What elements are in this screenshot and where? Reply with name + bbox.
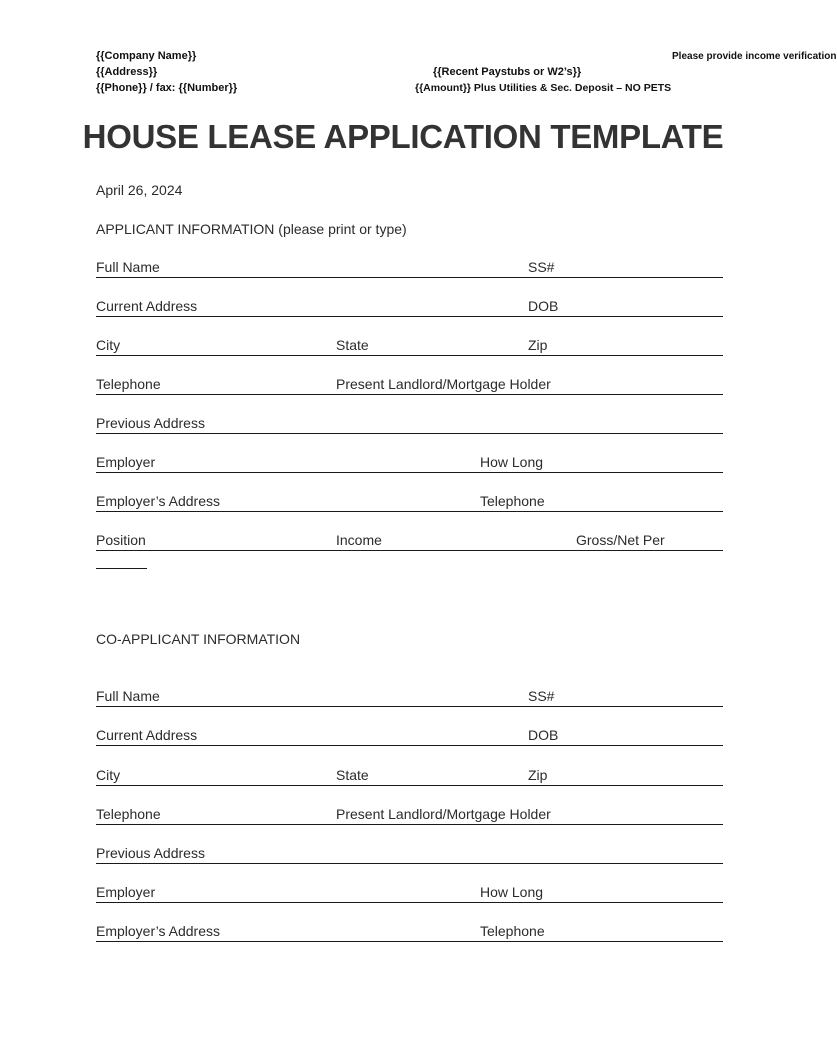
co-state-label: State [336,767,369,783]
co-ss-label: SS# [528,688,555,704]
state-label: State [336,337,369,353]
gross-net-continuation-line[interactable] [96,568,147,569]
co-city-label: City [96,767,121,783]
current-address-label: Current Address [96,298,198,314]
applicant-row-employer[interactable] [96,454,723,473]
applicant-row-address[interactable] [96,298,723,317]
coapplicant-row-telephone[interactable] [96,806,723,825]
income-verification-note: Please provide income verification [672,51,837,62]
position-label: Position [96,532,146,548]
applicant-row-name[interactable] [96,259,723,278]
city-label: City [96,337,121,353]
employer-label: Employer [96,454,156,470]
paystubs-note: {{Recent Paystubs or W2’s}} [433,66,582,78]
coapplicant-row-address[interactable] [96,727,723,746]
employer-telephone-label: Telephone [480,493,545,509]
co-employer-telephone-label: Telephone [480,923,545,939]
amount-line: {{Amount}} Plus Utilities & Sec. Deposit – NO PETS [415,82,672,94]
how-long-label: How Long [480,454,544,470]
coapplicant-heading: CO-APPLICANT INFORMATION [96,631,301,647]
employer-address-label: Employer’s Address [96,493,220,509]
page-title: HOUSE LEASE APPLICATION TEMPLATE [82,118,724,155]
applicant-row-previous-address[interactable] [96,415,723,434]
applicant-row-employer-address[interactable] [96,493,723,512]
co-current-address-label: Current Address [96,727,198,743]
co-landlord-label: Present Landlord/Mortgage Holder [336,806,551,822]
company-name: {{Company Name}} [96,50,197,62]
co-zip-label: Zip [528,767,548,783]
previous-address-label: Previous Address [96,415,205,431]
coapplicant-row-previous-address[interactable] [96,845,723,864]
co-telephone-label: Telephone [96,806,161,822]
applicant-row-telephone[interactable] [96,376,723,395]
co-dob-label: DOB [528,727,559,743]
ss-label: SS# [528,259,555,275]
gross-net-label: Gross/Net Per [576,532,665,548]
full-name-label: Full Name [96,259,160,275]
applicant-row-city[interactable] [96,337,723,356]
co-full-name-label: Full Name [96,688,160,704]
coapplicant-row-employer-address[interactable] [96,923,723,942]
co-employer-label: Employer [96,884,156,900]
document-date: April 26, 2024 [96,182,183,198]
applicant-row-position[interactable] [96,532,723,551]
applicant-heading: APPLICANT INFORMATION (please print or type) [96,221,407,237]
co-how-long-label: How Long [480,884,544,900]
co-previous-address-label: Previous Address [96,845,205,861]
income-label: Income [336,532,382,548]
telephone-label: Telephone [96,376,161,392]
dob-label: DOB [528,298,559,314]
co-employer-address-label: Employer’s Address [96,923,220,939]
zip-label: Zip [528,337,548,353]
company-phone-fax: {{Phone}} / fax: {{Number}} [96,82,238,94]
coapplicant-row-city[interactable] [96,767,723,786]
coapplicant-row-employer[interactable] [96,884,723,903]
coapplicant-row-name[interactable] [96,688,723,707]
company-address: {{Address}} [96,66,158,78]
landlord-label: Present Landlord/Mortgage Holder [336,376,551,392]
